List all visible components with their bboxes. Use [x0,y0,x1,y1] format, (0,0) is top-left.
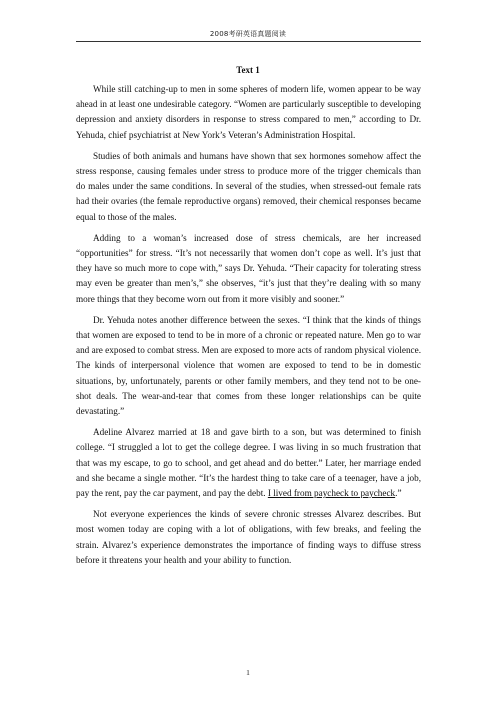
article-title: Text 1 [236,65,260,75]
paragraph-2: Studies of both animals and humans have shown that sex hormones somehow affect the stress response, causing females under stress to produce more of the trigger chemicals than do males under the same conditions. In several of the studies, when stressed-out female rats had their ovaries (the female reproductive organs) removed, their chemical responses became equal to those of the males. [76,150,421,222]
running-header: 2008考研英语真题阅读 [209,30,287,38]
paragraph-4: Dr. Yehuda notes another difference between the sexes. “I think that the kinds of things that women are exposed to tend to be in more of a chronic or repeated nature. Men go to war and are exposed to combat stress. Men are exposed to more acts of random physical violence. The kinds of interpersonal violence that women are exposed to tend to be in domestic situations, by, unfortunately, parents or other family members, and they tend not to be one-shot deals. The wear-and-tear that comes from these longer relationships can be quite devastating.” [76,314,421,417]
paragraph-5-tail: .” [395,488,402,499]
paragraph-1: While still catching-up to men in some spheres of modern life, women appear to be way ahead in at least one undesirable category. “Women are particularly susceptible to developing depression and anxiety disorders in response to stress compared to men,” according to Dr. Yehuda, chief psychiatrist at New York’s Veteran’s Administration Hospital. [76,84,421,140]
underlined-sentence: I lived from paycheck to paycheck [267,488,396,499]
paragraph-3: Adding to a woman’s increased dose of stress chemicals, are her increased “opportunities” for stress. “It’s not necessarily that women don’t cope as well. It’s just that they have so much more to cope with,” says Dr. Yehuda. “Their capacity for tolerating stress may even be greater than men’s,” she observes, “it’s just that they’re dealing with so many more things that they become worn out from it more visibly and sooner.” [76,232,421,304]
paragraph-6: Not everyone experiences the kinds of severe chronic stresses Alvarez describes. But most women today are coping with a lot of obligations, with few breaks, and feeling the strain. Alvarez’s experience demonstrates the importance of finding ways to diffuse stress before it threatens your health and your ability to function. [76,509,421,565]
article-body [76,82,421,574]
paragraph-5 [76,425,421,501]
page-number: 1 [246,668,250,677]
header-rule [76,41,421,42]
paragraph-5-text: Adeline Alvarez married at 18 and gave birth to a son, but was determined to finish college. “I struggled a lot to get the college degree. I was living in so much frustration that that was my escape, to go to school, and get ahead and do better.” Later, her marriage ended and she became a single mother. “It’s the hardest thing to take care of a teenager, have a job, pay the rent, pay the car payment, and pay the debt. [76,427,421,499]
